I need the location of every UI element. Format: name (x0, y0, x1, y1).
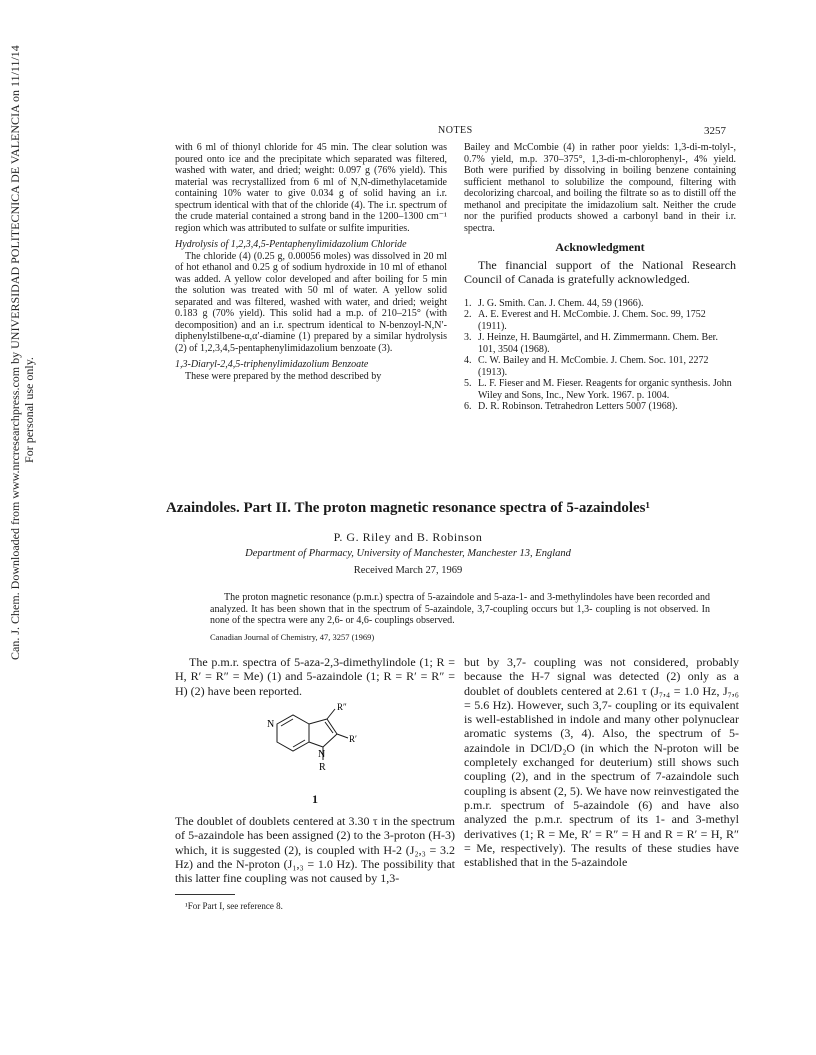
page-number: 3257 (704, 125, 726, 137)
article-title: Azaindoles. Part II. The proton magnetic resonance spectra of 5-azaindoles¹ (165, 500, 651, 516)
reference-item: 6. D. R. Robinson. Tetrahedron Letters 5007 (1968). (464, 401, 678, 412)
received-date: Received March 27, 1969 (353, 565, 463, 576)
acknowledgment-text: The financial support of the National Research Council of Canada is gratefully acknowledged. (464, 257, 736, 286)
reference-item: 2. A. E. Everest and H. McCombie. J. Chem. Soc. 99, 1752 (1911). (464, 309, 706, 332)
footnote: ¹For Part I, see reference 8. (185, 900, 283, 911)
paragraph: The doublet of doublets centered at 3.30 τ in the spectrum of 5-azaindole has been assigned (2) to the 3-proton (H-3) which, it is suggested (2), is coupled with H-2 (J₂,₃ = 3.2 Hz) and the N-proton (J₁,₃ = 1.0 Hz). The possibility that this latter fine coupling was not caused by 1,3- (175, 814, 455, 886)
watermark-line-1: Can. J. Chem. Downloaded from www.nrcresearchpress.com by UNIVERSIDAD POLITECNICA DE VALENCIA on 11/11/14 (8, 45, 22, 660)
reference-item: 5. L. F. Fieser and M. Fieser. Reagents for organic synthesis. John Wiley and Sons, Inc., New York. 1967. p. 1004. (464, 378, 732, 401)
acknowledgment-heading: Acknowledgment (555, 240, 645, 254)
paragraph: Bailey and McCombie (4) in rather poor yields: 1,3-di-m-tolyl-, 0.7% yield, m.p. 370–375°, 1,3-di-m-chlorophenyl-, 4% yield. Both were purified by dissolving in boiling benzene containing sufficient methanol to solubilize the compound, filtering with decolorizing charcoal, and boiling the filtrate so as to distill off the methanol and precipitate the imidazolium salt. Neither the crude nor the purified products showed a carbonyl band in their i.r. spectra. (464, 142, 736, 234)
azaindole-structure-diagram (255, 702, 375, 792)
watermark-line-2: For personal use only. (22, 357, 36, 463)
download-watermark (6, 45, 46, 660)
structure-label-n-ring: N (267, 718, 275, 730)
article-left-column (175, 655, 455, 913)
paragraph: These were prepared by the method described by (185, 370, 382, 382)
abstract: The proton magnetic resonance (p.m.r.) spectra of 5-azaindole and 5-aza-1- and 3-methylindoles have been recorded and analyzed. It has been shown that in the spectrum of 5-azaindole, 3,7-coupling occurs but 1,3- coupling is not observed. In none of the spectra were any 2,6- or 4,6- couplings observed. (210, 592, 710, 626)
paragraph: The p.m.r. spectra of 5-aza-2,3-dimethylindole (1; R = H, R′ = R″ = Me) (1) and 5-azaindole (1; R = R′ = R″ = H) (2) have been reported. (175, 655, 455, 698)
section-heading: 1,3-Diaryl-2,4,5-triphenylimidazolium Benzoate (175, 359, 369, 370)
paragraph: but by 3,7- coupling was not considered, probably because the H-7 signal was detected (2) only as a doublet of doublets centered at 2.61 τ (J₇,₄ = 1.0 Hz, J₇,₆ = 5.6 Hz). However, such 3,7- coupling or its equivalent is well-established in indole and many other polynuclear aromatic systems (3, 4). Also, the spectrum of 5-azaindole in DCl/D₂O (in which the N-proton will be completely exchanged for deuterium) still shows such coupling (2), and in the spectrum of 7-azaindole such coupling is absent (2, 5). We have now reinvestigated the p.m.r. spectrum of 5-azaindole (6) and have also analyzed the p.m.r. spectrum of its 1- and 3-methyl derivatives (1; R = Me, R′ = R″ = H and R = R′ = H, R″ = Me, respectively). The results of these studies have established that in the 5-azaindole (464, 655, 739, 870)
structure-label-r-double-prime: R″ (337, 701, 347, 712)
section-heading: Hydrolysis of 1,2,3,4,5-Pentaphenylimidazolium Chloride (175, 239, 407, 250)
paragraph: The chloride (4) (0.25 g, 0.00056 moles) was dissolved in 20 ml of hot ethanol and 0.25 g of sodium hydroxide in 10 ml of ethanol was added. A yellow color developed and after boiling for 5 min the solution was treated with 50 ml of water. A yellow solid separated and was filtered, washed with water, and dried; weight 0.183 g (70% yield). This solid had a m.p. of 210–215° (with decomposition) and an i.r. spectrum identical to N-benzoyl-N,N′-diphenylstilbene-α,α′-diamine (1) prepared by a similar hydrolysis (2) of 1,2,3,4,5-pentaphenylimidazolium benzoate (3). (175, 250, 447, 354)
paragraph: with 6 ml of thionyl chloride for 45 min. The clear solution was poured onto ice and the precipitate which separated was filtered, washed with water, and dried; weight: 0.097 g (76% yield). This material was recrystallized from 6 ml of N,N-dimethylacetamide containing 10% water to give 0.034 g of solid having an i.r. spectrum identical with that of the chloride (4). The i.r. spectrum of the crude material contained a strong band in the 1200–1300 cm⁻¹ region which was attributed to sulfate or sulfite impurities. (175, 142, 447, 234)
structure-label-r-prime: R′ (349, 733, 357, 744)
structure-label-r: R (319, 761, 326, 773)
prev-article-left-column (175, 142, 447, 382)
reference-list (464, 298, 736, 413)
article-affiliation: Department of Pharmacy, University of Manchester, Manchester 13, England (245, 548, 571, 559)
reference-item: 3. J. Heinze, H. Baumgärtel, and H. Zimmermann. Chem. Ber. 101, 3504 (1968). (464, 332, 718, 355)
article-right-column (464, 655, 739, 869)
running-header-section: NOTES (438, 125, 473, 136)
reference-item: 4. C. W. Bailey and H. McCombie. J. Chem. Soc. 101, 2272 (1913). (464, 355, 709, 378)
structure-label-n: N (318, 748, 326, 760)
reference-item: 1. J. G. Smith. Can. J. Chem. 44, 59 (1966). (464, 297, 644, 309)
structure-number: 1 (312, 791, 318, 806)
journal-citation: Canadian Journal of Chemistry, 47, 3257 (1969) (210, 632, 375, 642)
footnote-rule (175, 894, 235, 895)
prev-article-right-column (464, 142, 736, 413)
article-authors: P. G. Riley and B. Robinson (333, 530, 483, 544)
